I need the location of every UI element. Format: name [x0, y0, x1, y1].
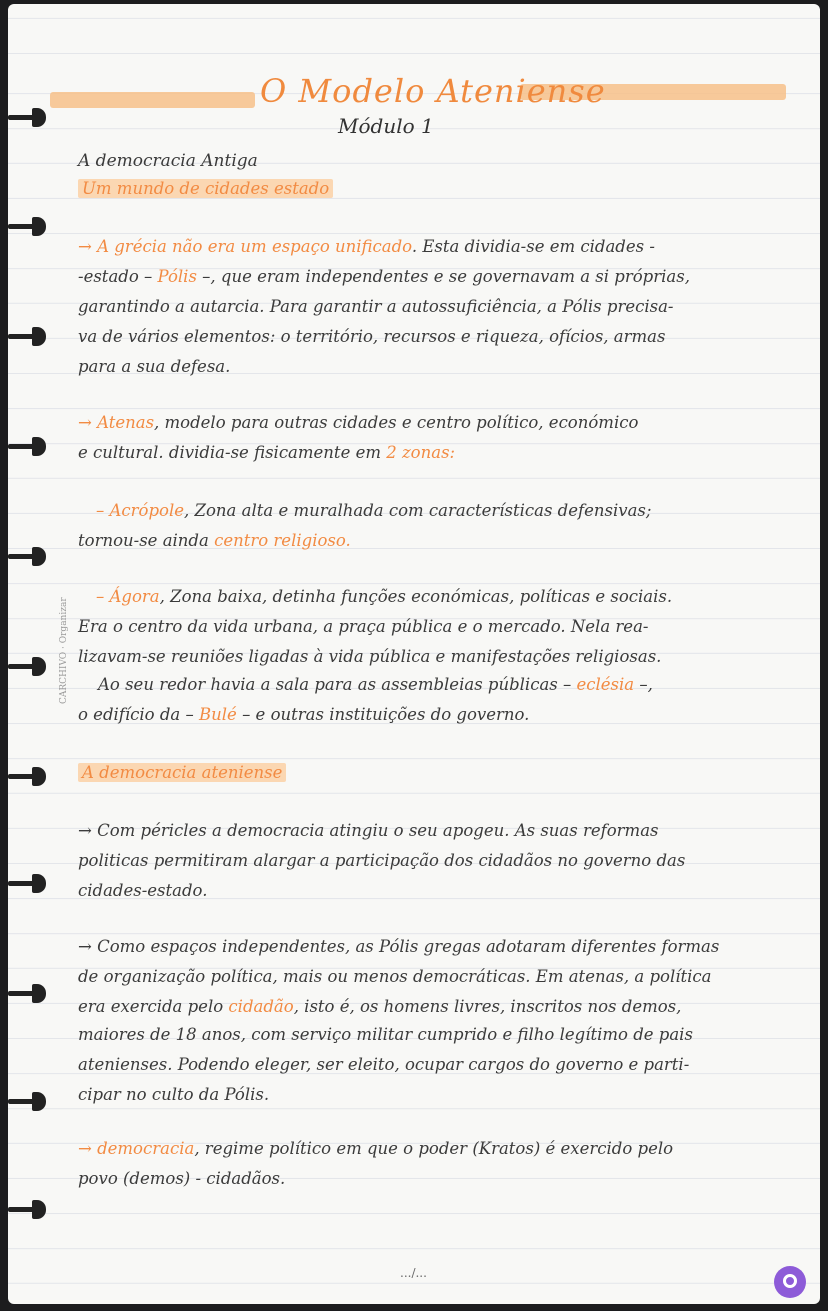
line-text: –, que eram independentes e se governavam a si próprias, — [202, 267, 690, 286]
binder-ring-icon — [8, 100, 48, 134]
highlighted-term: Bulé — [199, 705, 237, 724]
module-label: Módulo 1 — [338, 114, 434, 138]
paragraph-line — [98, 670, 653, 700]
paragraph-line — [96, 582, 672, 612]
paragraph-line — [78, 526, 351, 556]
paragraph-line: maiores de 18 anos, com serviço militar cumprido e filho legítimo de pais — [78, 1025, 693, 1044]
line-text: , modelo para outras cidades e centro político, económico — [154, 413, 639, 432]
paragraph-line: garantindo a autarcia. Para garantir a autossuficiência, a Pólis precisa- — [78, 297, 674, 316]
highlighted-term: Pólis — [157, 267, 197, 286]
line-text: , Zona baixa, detinha funções económicas, políticas e sociais. — [159, 587, 673, 606]
highlighted-term: centro religioso. — [214, 531, 351, 550]
binder-ring-icon — [8, 429, 48, 463]
dash: – — [96, 587, 105, 606]
subheading-text: Um mundo de cidades estado — [78, 179, 333, 198]
app-logo-icon[interactable] — [774, 1266, 806, 1298]
binder-ring-icon — [8, 539, 48, 573]
line-text: era exercida pelo — [78, 997, 224, 1016]
paragraph-line: va de vários elementos: o território, recursos e riqueza, ofícios, armas — [78, 327, 666, 346]
paragraph-line: cipar no culto da Pólis. — [78, 1085, 270, 1104]
binder-ring-icon — [8, 759, 48, 793]
highlighted-term: democracia — [97, 1139, 195, 1158]
line-text: , isto é, os homens livres, inscritos nos demos, — [293, 997, 682, 1016]
paragraph-line — [78, 700, 529, 730]
paragraph-line: para a sua defesa. — [78, 357, 231, 376]
line-text: , Zona alta e muralhada com características defensivas; — [184, 501, 652, 520]
highlighted-term: Acrópole — [109, 501, 185, 520]
line-text: Ao seu redor havia a sala para as assembleias públicas – — [98, 675, 572, 694]
paragraph-line: de organização política, mais ou menos democráticas. Em atenas, a política — [78, 967, 712, 986]
paragraph-line: atenienses. Podendo eleger, ser eleito, ocupar cargos do governo e parti- — [78, 1055, 690, 1074]
line-text: –, — [639, 675, 653, 694]
paragraph-line — [78, 408, 638, 438]
line-text: e cultural. dividia-se fisicamente em — [78, 443, 381, 462]
paragraph-line: lizavam-se reuniões ligadas à vida pública e manifestações religiosas. — [78, 647, 662, 666]
highlighted-term: Ágora — [109, 587, 160, 606]
binder-ring-icon — [8, 319, 48, 353]
paragraph-line — [78, 232, 655, 262]
paragraph-line: → Com péricles a democracia atingiu o seu apogeu. As suas reformas — [78, 821, 659, 840]
arrow: → — [78, 237, 92, 256]
dash: – — [96, 501, 105, 520]
paragraph-line — [96, 496, 651, 526]
paragraph-line: cidades-estado. — [78, 881, 208, 900]
line-text: -estado – — [78, 267, 153, 286]
highlighted-term: cidadão — [228, 997, 294, 1016]
highlighted-term: Atenas — [97, 413, 155, 432]
watermark: CARCHIVO · Organizar — [59, 597, 69, 704]
page-marker: .../... — [400, 1266, 427, 1280]
binder-ring-icon — [8, 866, 48, 900]
arrow: → — [78, 1139, 92, 1158]
line-text: , regime político em que o poder (Kratos) é exercido pelo — [194, 1139, 674, 1158]
notebook-page — [8, 4, 820, 1304]
binder-ring-icon — [8, 649, 48, 683]
paragraph-line: povo (demos) - cidadãos. — [78, 1169, 286, 1188]
paragraph-line — [78, 992, 681, 1022]
paragraph-line — [78, 438, 455, 468]
section-subheading — [78, 174, 333, 204]
line-text: tornou-se ainda — [78, 531, 209, 550]
binder-ring-icon — [8, 1084, 48, 1118]
binder-ring-icon — [8, 1192, 48, 1226]
arrow: → — [78, 413, 92, 432]
highlighted-term: 2 zonas: — [386, 443, 456, 462]
paragraph-line: Era o centro da vida urbana, a praça pública e o mercado. Nela rea- — [78, 617, 649, 636]
section-heading: A democracia Antiga — [78, 151, 258, 171]
paragraph-line — [78, 1134, 673, 1164]
line-text: – e outras instituições do governo. — [242, 705, 530, 724]
binder-ring-icon — [8, 209, 48, 243]
binder-ring-icon — [8, 976, 48, 1010]
page-title: O Modelo Ateniense — [260, 72, 606, 110]
highlighted-term: eclésia — [576, 675, 635, 694]
line-text: o edifício da – — [78, 705, 194, 724]
paragraph-line — [78, 262, 690, 292]
line-text: . Esta dividia-se em cidades - — [411, 237, 655, 256]
title-highlight-left — [50, 92, 255, 108]
section-heading — [78, 758, 286, 788]
paragraph-line: → Como espaços independentes, as Pólis gregas adotaram diferentes formas — [78, 937, 720, 956]
paragraph-line: politicas permitiram alargar a participação dos cidadãos no governo das — [78, 851, 686, 870]
highlighted-term: A grécia não era um espaço unificado — [97, 237, 412, 256]
section-heading-text: A democracia ateniense — [78, 763, 286, 782]
